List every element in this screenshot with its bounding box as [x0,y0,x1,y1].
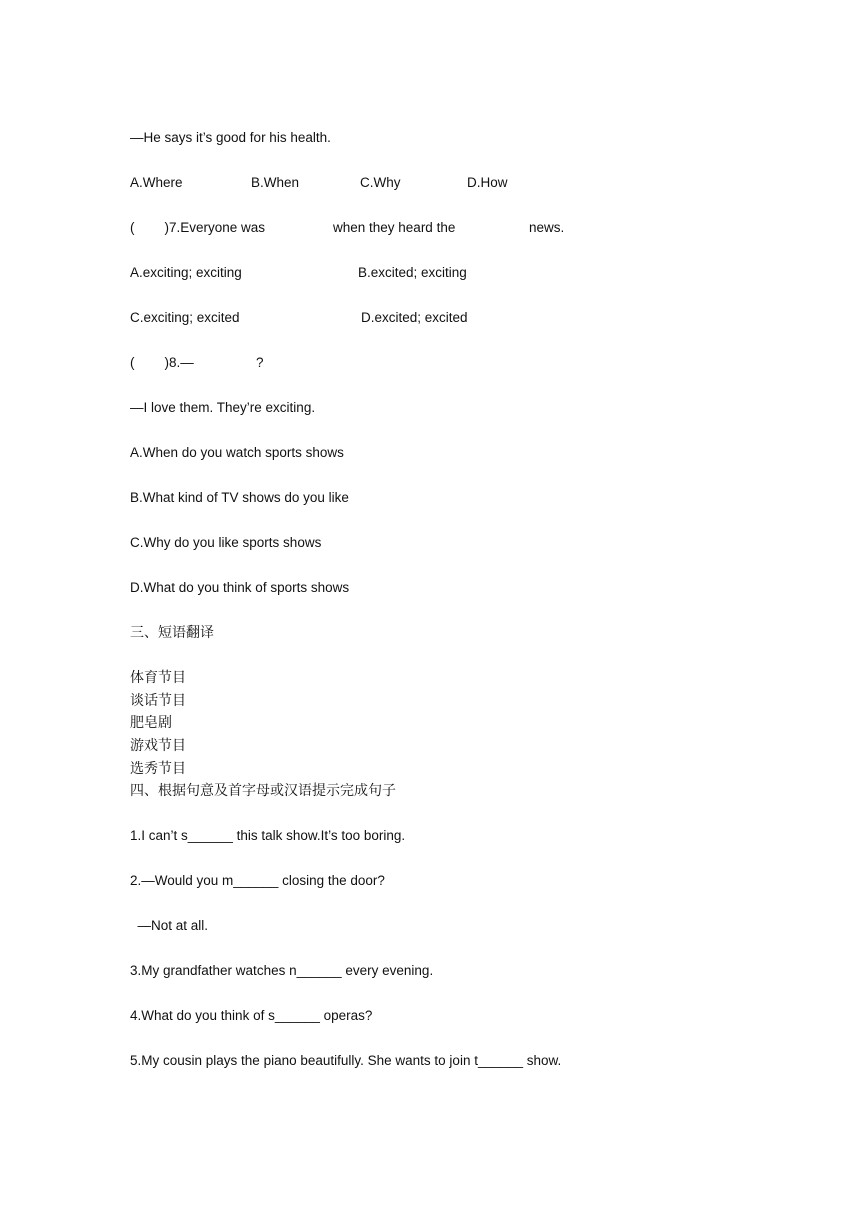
q8-option-c: C.Why do you like sports shows [130,535,322,550]
q8-option-a: A.When do you watch sports shows [130,445,344,460]
section3-item: 体育节目 [130,670,186,686]
q7-option-b: B.excited; exciting [358,265,467,280]
section4-item-3: 3.My grandfather watches n______ every evening. [130,963,434,978]
q7-option-d: D.excited; excited [361,310,468,325]
q7-option-c: C.exciting; excited [130,310,240,325]
section3-item: 游戏节目 [130,738,186,754]
q8-answer-line: —I love them. They’re exciting. [130,400,316,415]
q8-option-d: D.What do you think of sports shows [130,580,350,595]
q8-stem-prefix: ( )8.— [130,355,194,370]
section3-item: 肥皂剧 [130,715,172,731]
q6-option-d: D.How [467,175,508,190]
q8-stem-end: ? [256,355,264,370]
section3-heading: 三、短语翻译 [130,625,214,641]
q6-option-b: B.When [251,175,300,190]
q7-option-a: A.exciting; exciting [130,265,242,280]
section4-heading: 四、根据句意及首字母或汉语提示完成句子 [130,783,396,799]
q7-stem-end: news. [529,220,565,235]
q7-options-row2 [130,309,730,327]
q8-stem [130,354,730,372]
q6-option-a: A.Where [130,175,183,190]
q8-option-b: B.What kind of TV shows do you like [130,490,349,505]
q6-options [130,174,730,192]
q7-stem-prefix: ( )7.Everyone was [130,220,266,235]
section4-item-2-reply: —Not at all. [130,918,209,933]
section4-item-4: 4.What do you think of s______ operas? [130,1008,373,1023]
section4-item-1: 1.I can’t s______ this talk show.It’s too boring. [130,828,406,843]
q7-options-row1 [130,264,730,282]
q6-option-c: C.Why [360,175,401,190]
section3-item: 选秀节目 [130,761,186,777]
section3-item: 谈话节目 [130,693,186,709]
section4-item-5: 5.My cousin plays the piano beautifully. She wants to join t______ show. [130,1053,562,1068]
section4-item-2: 2.—Would you m______ closing the door? [130,873,385,888]
q7-stem-mid: when they heard the [333,220,456,235]
q6-answer-line: —He says it’s good for his health. [130,130,331,145]
q7-stem [130,219,730,237]
